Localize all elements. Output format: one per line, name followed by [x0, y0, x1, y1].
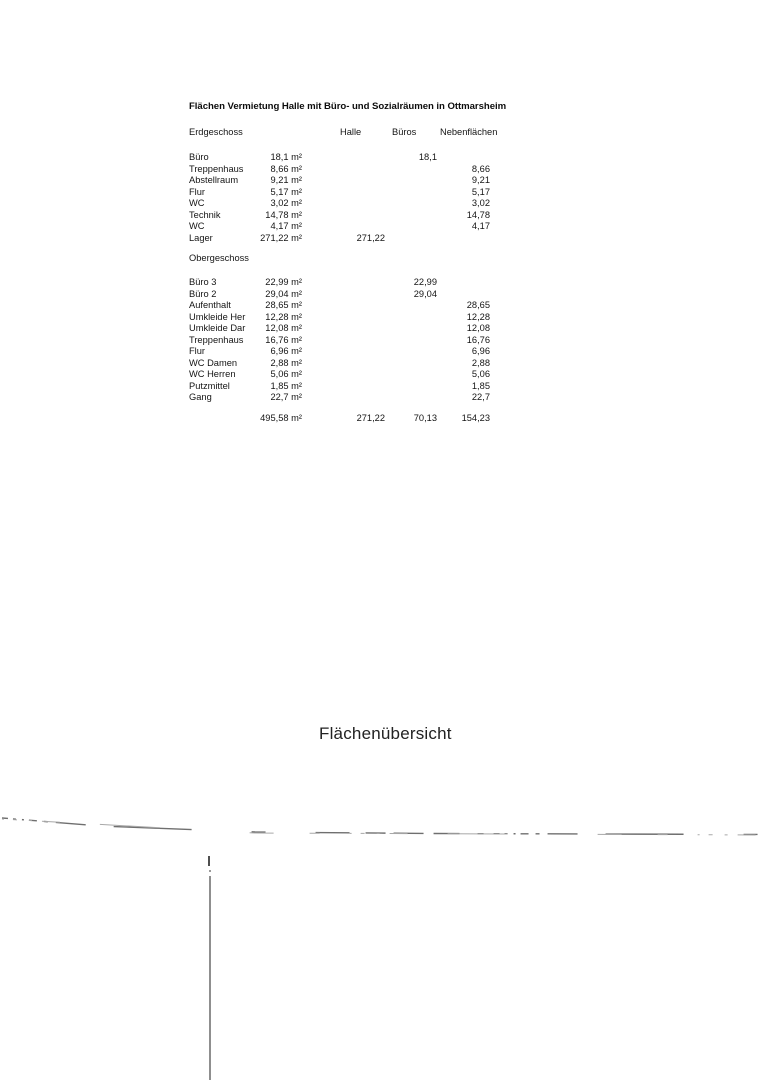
cell-label: Büro 2 — [189, 288, 217, 299]
cell-label: Flur — [189, 186, 206, 197]
cell-label: Büro — [189, 152, 209, 162]
cell-neben: 28,65 — [466, 300, 490, 311]
cell-neben: 12,08 — [466, 323, 490, 334]
cell-area: 1,85 m² — [270, 380, 302, 391]
table-row — [189, 335, 509, 347]
table-row — [189, 187, 509, 199]
cell-area: 2,88 m² — [270, 357, 302, 368]
cell-neben: 8,66 — [471, 163, 490, 174]
cell-neben: 16,76 — [466, 334, 490, 345]
cell-neben: 1,85 — [471, 380, 490, 391]
cell-area: 12,08 m² — [265, 323, 302, 334]
cell-buros: 29,04 — [413, 288, 437, 299]
column-header-nebenflaechen: Nebenflächen — [440, 127, 498, 137]
cell-area: 9,21 m² — [270, 175, 302, 186]
cell-area: 12,28 m² — [265, 311, 302, 322]
cell-area: 5,17 m² — [270, 186, 302, 197]
cell-neben: 22,7 — [471, 392, 490, 403]
page-caption: Flächenübersicht — [319, 724, 452, 743]
section-label-obergeschoss: Obergeschoss — [189, 253, 249, 263]
cell-label: WC Herren — [189, 369, 236, 380]
table-header-row — [189, 127, 509, 139]
cell-area: 271,22 m² — [260, 232, 302, 243]
cell-area: 16,76 m² — [265, 334, 302, 345]
cell-area: 22,7 m² — [270, 392, 302, 403]
cell-label: WC — [189, 198, 205, 209]
cell-area: 4,17 m² — [270, 221, 302, 232]
cell-neben: 5,06 — [471, 369, 490, 380]
column-header-halle: Halle — [340, 127, 362, 137]
column-header-buros: Büros — [392, 127, 417, 137]
table-row — [189, 277, 509, 289]
table-row — [189, 323, 509, 335]
cell-area: 18,1 m² — [270, 152, 302, 162]
cell-area: 29,04 m² — [265, 288, 302, 299]
table-row — [189, 358, 509, 370]
cell-label: Aufenthalt — [189, 300, 231, 311]
cell-neben: 2,88 — [471, 357, 490, 368]
table-row — [189, 175, 509, 187]
cell-neben: 9,21 — [471, 175, 490, 186]
cell-area: 14,78 m² — [265, 209, 302, 220]
cell-area: 22,99 m² — [265, 277, 302, 287]
table-row — [189, 210, 509, 222]
cell-label: Abstellraum — [189, 175, 239, 186]
cell-label: Treppenhaus — [189, 334, 244, 345]
cell-neben: 3,02 — [471, 198, 490, 209]
cell-area: 28,65 m² — [265, 300, 302, 311]
cell-neben: 6,96 — [471, 346, 490, 357]
total-halle: 271,22 — [356, 413, 385, 423]
cell-area: 8,66 m² — [270, 163, 302, 174]
table-row — [189, 381, 509, 393]
total-nebenflaechen: 154,23 — [461, 413, 490, 423]
cell-label: Büro 3 — [189, 277, 217, 287]
table-row — [189, 198, 509, 210]
table-row — [189, 300, 509, 312]
erdgeschoss-rows — [189, 152, 509, 244]
cell-neben: 4,17 — [471, 221, 490, 232]
cell-label: Putzmittel — [189, 380, 230, 391]
cell-buros: 22,99 — [413, 277, 437, 287]
cell-area: 3,02 m² — [270, 198, 302, 209]
cell-neben: 5,17 — [471, 186, 490, 197]
cell-neben: 14,78 — [466, 209, 490, 220]
cell-area: 6,96 m² — [270, 346, 302, 357]
scan-vertical-tick — [208, 856, 210, 866]
cell-label: Treppenhaus — [189, 163, 244, 174]
total-area: 495,58 m² — [260, 413, 302, 423]
table-row — [189, 289, 509, 301]
cell-label: WC — [189, 221, 205, 232]
obergeschoss-rows — [189, 277, 509, 404]
table-row — [189, 233, 509, 245]
table-row — [189, 369, 509, 381]
cell-label: Gang — [189, 392, 212, 403]
table-row — [189, 152, 509, 164]
scan-vertical-dot — [209, 870, 211, 872]
cell-label: Umkleide Dar — [189, 323, 246, 334]
table-row — [189, 221, 509, 233]
scan-vertical-line — [209, 876, 211, 1080]
scan-crease-line — [0, 810, 764, 850]
table-row — [189, 164, 509, 176]
totals-row — [189, 413, 509, 425]
document-title: Flächen Vermietung Halle mit Büro- und Sozialräumen in Ottmarsheim — [189, 101, 507, 112]
cell-label: Technik — [189, 209, 221, 220]
cell-label: Lager — [189, 232, 213, 243]
cell-neben: 12,28 — [466, 311, 490, 322]
cell-buros: 18,1 — [418, 152, 437, 162]
section-label-erdgeschoss: Erdgeschoss — [189, 127, 243, 137]
total-buros: 70,13 — [413, 413, 437, 423]
cell-area: 5,06 m² — [270, 369, 302, 380]
cell-label: Umkleide Her — [189, 311, 246, 322]
table-row — [189, 392, 509, 404]
cell-halle: 271,22 — [356, 232, 385, 243]
table-row — [189, 312, 509, 324]
cell-label: WC Damen — [189, 357, 238, 368]
table-row — [189, 346, 509, 358]
cell-label: Flur — [189, 346, 206, 357]
